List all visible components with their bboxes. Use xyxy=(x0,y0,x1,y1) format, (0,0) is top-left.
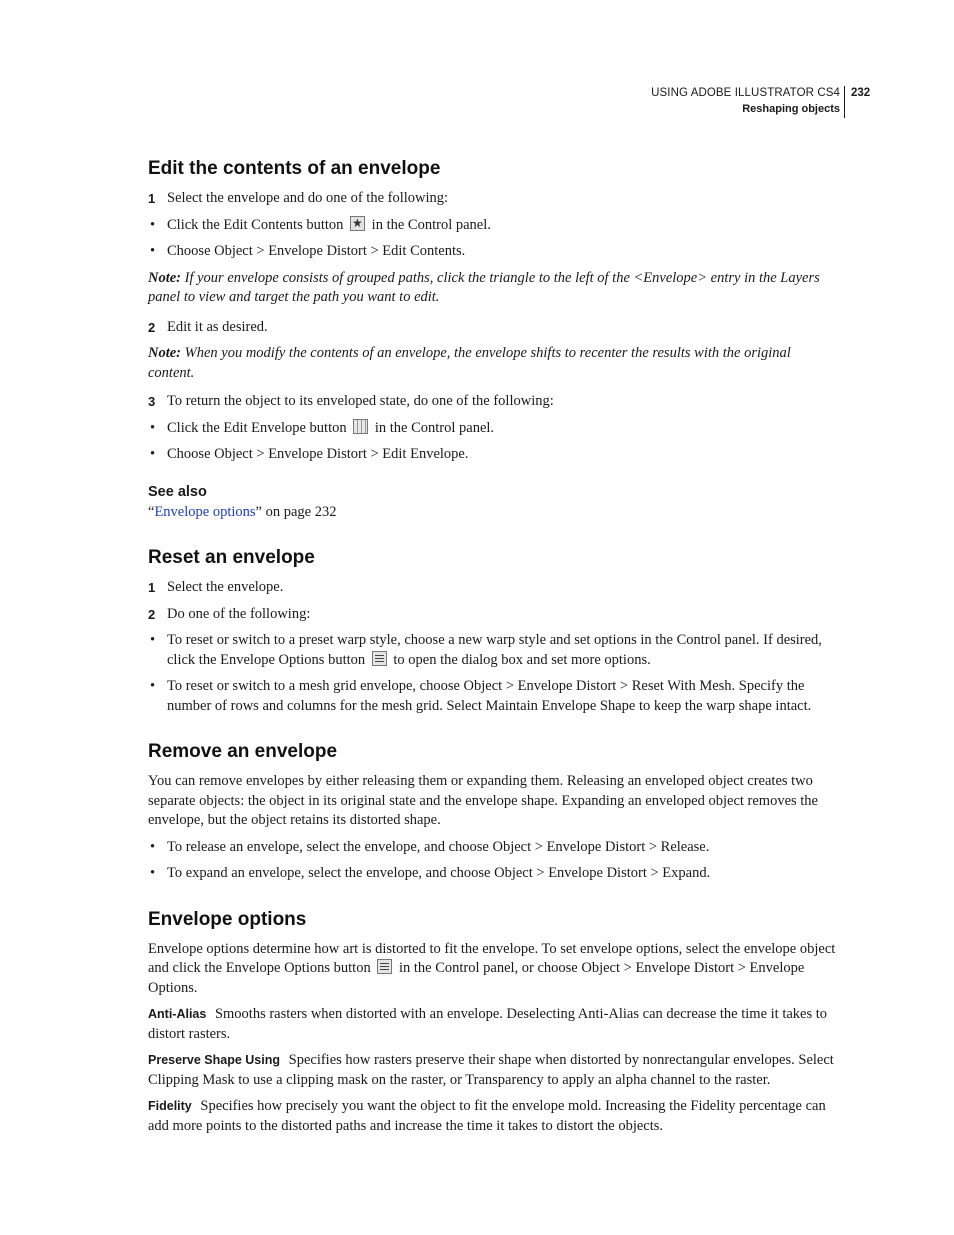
bullet-glyph: • xyxy=(150,838,156,855)
note xyxy=(148,269,840,308)
list-item-text: To reset or switch to a mesh grid envelope, choose Object > Envelope Distort > Reset With Mesh. Specify the number of rows and columns for the mesh grid. Select Maintain Envelope Shape to keep the warp shape intact. xyxy=(167,678,812,714)
bullet-glyph: • xyxy=(150,216,156,233)
quote-open: “ xyxy=(148,503,155,520)
see-also-heading: See also xyxy=(148,483,207,500)
envelope-options-link[interactable]: Envelope options xyxy=(154,503,256,520)
note-label: Note: xyxy=(148,345,182,361)
step-number: 2 xyxy=(148,319,156,335)
list-item xyxy=(148,838,840,858)
heading-edit-contents: Edit the contents of an envelope xyxy=(148,158,441,179)
envelope-options-icon xyxy=(377,959,392,974)
term-description: Specifies how precisely you want the object to fit the envelope mold. Increasing the Fidelity percentage can add more points to the distorted paths and increase the time it takes to distort the objects. xyxy=(148,1098,826,1134)
step-number: 1 xyxy=(148,191,156,206)
step-text: To return the object to its enveloped state, do one of the following: xyxy=(167,393,554,409)
term-description: Smooths rasters when distorted with an envelope. Deselecting Anti-Alias can decrease the time it takes to distort rasters. xyxy=(148,1006,828,1042)
list-item xyxy=(148,677,840,716)
paragraph-text: Envelope options determine how art is distorted to fit the envelope. To set envelope options, select the envelope object and click the Envelope Options button xyxy=(148,940,836,976)
bullet-glyph: • xyxy=(150,865,156,881)
list-item-text: Click the Edit Contents button xyxy=(167,216,344,233)
step-number: 1 xyxy=(148,580,156,595)
page-reference: ” on page 232 xyxy=(255,503,337,520)
list-item-text: To reset or switch to a preset warp style, choose a new warp style and set options in the Control panel. If desired, click the Envelope Options button xyxy=(167,632,822,668)
body-paragraph: You can remove envelopes by either releasing them or expanding them. Releasing an enveloped object creates two separate objects: the object in its original state and the envelope shape. Expanding an enveloped object removes the envelope, but the object retains its distorted shape. xyxy=(148,773,818,828)
list-item-text: Choose Object > Envelope Distort > Edit Envelope. xyxy=(167,446,469,462)
page-number: 232 xyxy=(851,87,871,99)
heading-envelope-options: Envelope options xyxy=(148,908,307,930)
bullet-glyph: • xyxy=(150,419,156,436)
list-item xyxy=(148,216,840,236)
bullet-glyph: • xyxy=(150,243,156,259)
step-3 xyxy=(148,392,840,412)
bullet-glyph: • xyxy=(150,632,156,648)
list-item-text: To release an envelope, select the envelope, and choose Object > Envelope Distort > Release. xyxy=(167,838,710,855)
body-paragraph xyxy=(148,940,840,999)
heading-reset-envelope: Reset an envelope xyxy=(148,547,315,568)
list-item-text: in the Control panel. xyxy=(374,419,495,436)
step-2 xyxy=(148,605,840,625)
list-item-text: in the Control panel. xyxy=(371,216,491,233)
definition-fidelity xyxy=(148,1097,840,1136)
chapter-title: Reshaping objects xyxy=(742,103,840,115)
note-label: Note: xyxy=(148,269,182,286)
step-text: Select the envelope and do one of the following: xyxy=(167,190,449,206)
see-also-reference xyxy=(148,503,840,523)
list-item-text: to open the dialog box and set more options. xyxy=(393,651,651,668)
note xyxy=(148,344,840,383)
term-label: Fidelity xyxy=(148,1099,192,1113)
term-label: Preserve Shape Using xyxy=(148,1053,281,1067)
list-item-text: Click the Edit Envelope button xyxy=(167,419,347,436)
definition-anti-alias xyxy=(148,1005,840,1044)
step-text: Edit it as desired. xyxy=(167,318,268,335)
edit-envelope-icon xyxy=(353,419,368,434)
term-description: Specifies how rasters preserve their shape when distorted by nonrectangular envelopes. Select Clipping Mask to use a clipping mask on the raster, or Transparency to apply an alpha channel to the raster. xyxy=(148,1052,834,1088)
running-header xyxy=(560,85,840,117)
paragraph-text: in the Control panel, or choose Object > Envelope Distort > Envelope Options. xyxy=(148,960,805,996)
step-text: Do one of the following: xyxy=(167,605,311,622)
heading-remove-envelope: Remove an envelope xyxy=(148,741,338,762)
list-item xyxy=(148,242,840,262)
book-title: USING ADOBE ILLUSTRATOR CS4 xyxy=(651,87,840,99)
header-divider xyxy=(844,86,845,118)
term-label: Anti-Alias xyxy=(148,1007,207,1021)
list-item xyxy=(148,864,840,884)
bullet-glyph: • xyxy=(150,678,156,694)
list-item-text: Choose Object > Envelope Distort > Edit Contents. xyxy=(167,243,466,259)
edit-contents-icon xyxy=(350,216,365,231)
step-text: Select the envelope. xyxy=(167,579,284,595)
list-item xyxy=(148,419,840,439)
note-text: If your envelope consists of grouped paths, click the triangle to the left of the <Envelope> entry in the Layers panel to view and target the path you want to edit. xyxy=(148,269,820,305)
step-number: 3 xyxy=(148,394,156,409)
bullet-glyph: • xyxy=(150,446,156,462)
step-1 xyxy=(148,189,840,209)
step-1 xyxy=(148,578,840,598)
list-item xyxy=(148,631,840,670)
step-2 xyxy=(148,318,840,338)
list-item-text: To expand an envelope, select the envelope, and choose Object > Envelope Distort > Expand. xyxy=(167,865,711,881)
main-content xyxy=(148,155,840,1143)
envelope-options-icon xyxy=(372,651,387,666)
note-text: When you modify the contents of an envelope, the envelope shifts to recenter the results with the original content. xyxy=(148,345,791,381)
list-item xyxy=(148,445,840,465)
definition-preserve-shape xyxy=(148,1051,840,1090)
step-number: 2 xyxy=(148,606,156,622)
